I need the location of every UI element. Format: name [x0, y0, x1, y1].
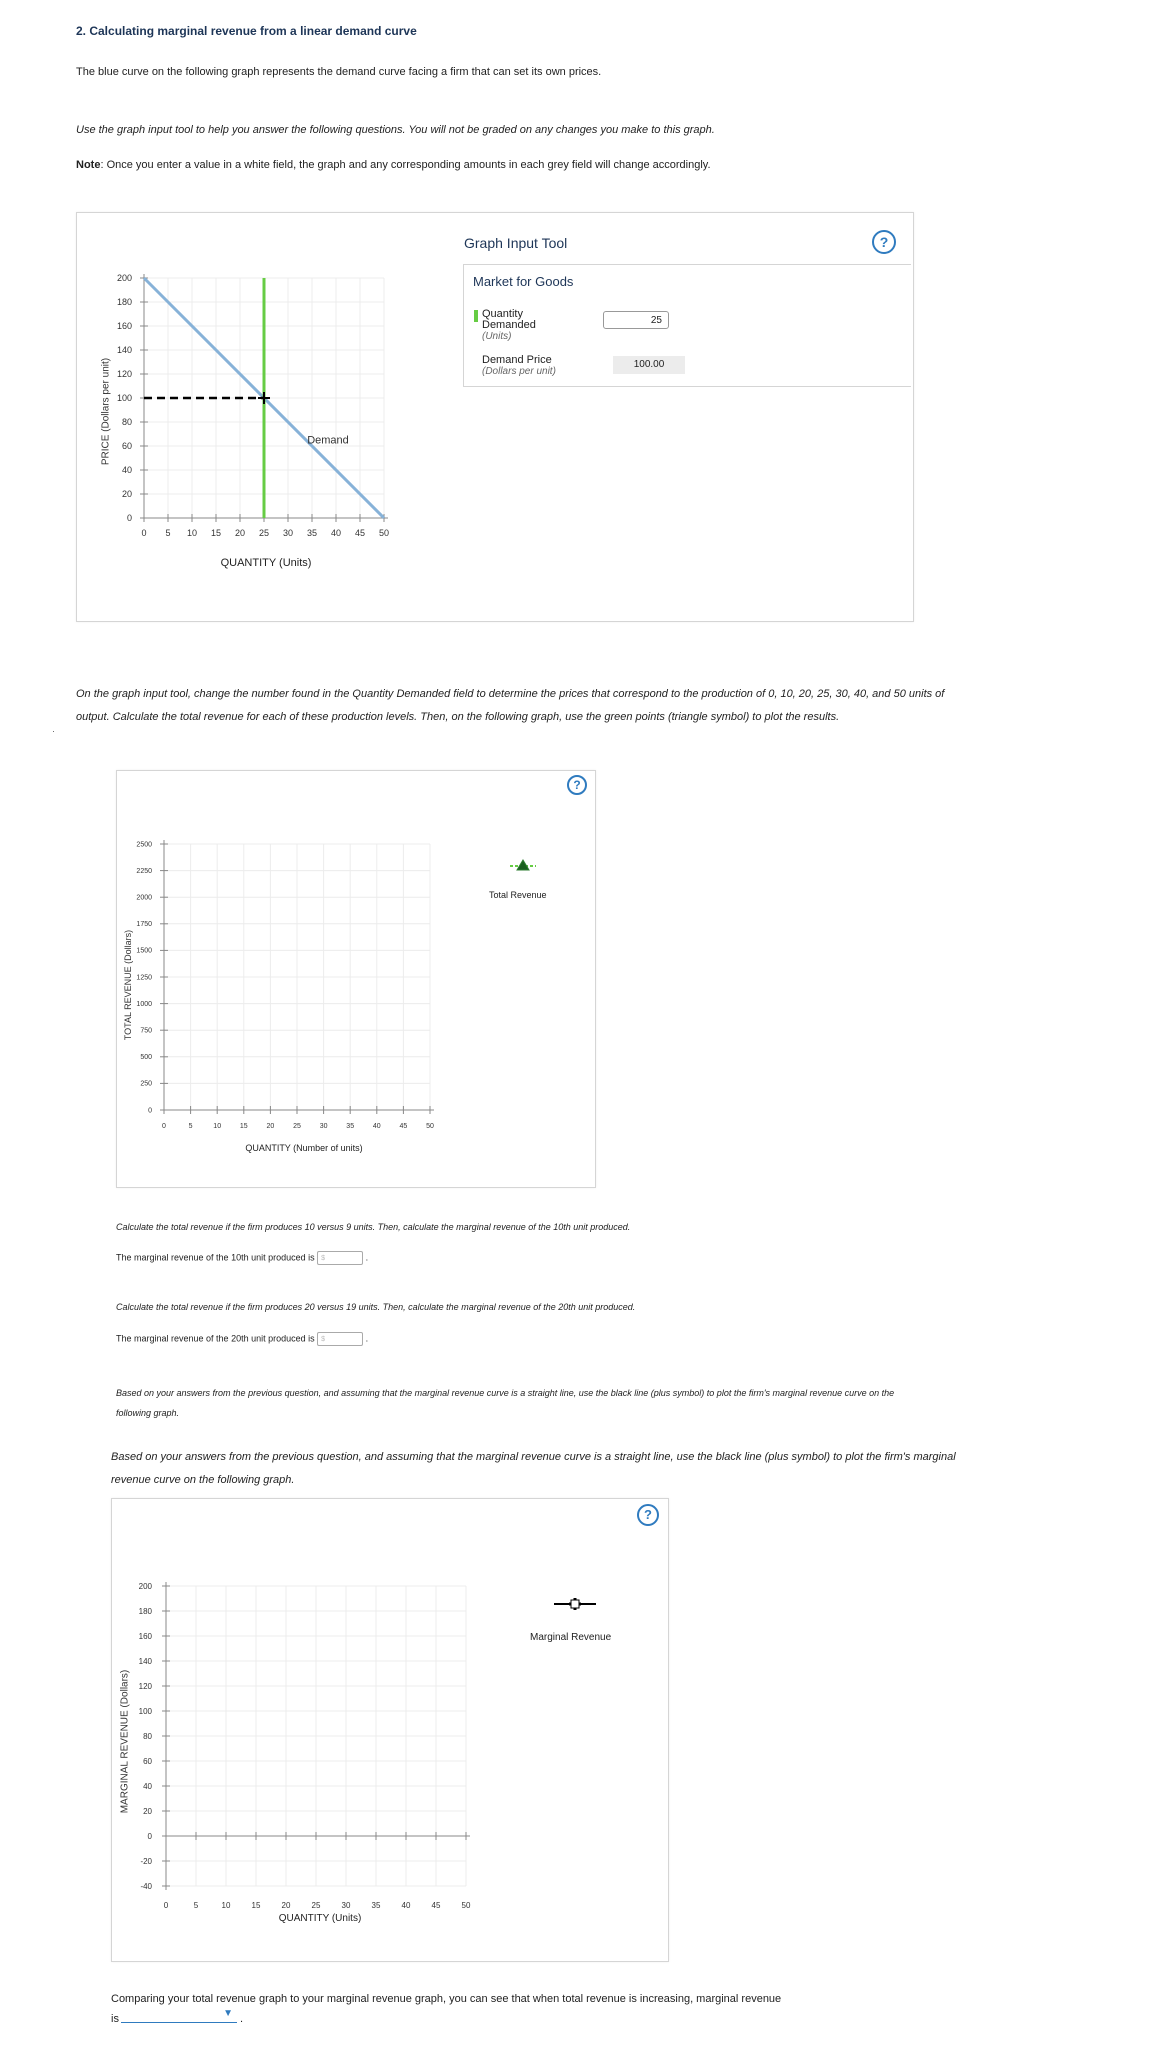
help-icon[interactable]: ?	[567, 775, 587, 795]
graph2-y-tick-label: 2500	[136, 841, 152, 849]
graph1-y-tick-label: 160	[116, 321, 132, 331]
graph2-y-tick-label: 0	[148, 1107, 152, 1115]
instruction-text: Use the graph input tool to help you answer the following questions. You will not be graded on any changes you make to this graph.	[76, 124, 715, 136]
graph2-x-tick-label: 40	[372, 1123, 381, 1130]
q4-text: Based on your answers from the previous question, and assuming that the marginal revenue curve is a straight line, use the black line (plus symbol) to plot the firm's marginal revenue curve on the following graph.	[111, 1451, 956, 1486]
graph3-x-tick-label: 25	[311, 1901, 321, 1910]
intro-text: The blue curve on the following graph represents the demand curve facing a firm that can set its own prices.	[76, 66, 602, 78]
graph-input-tool-title: Graph Input Tool	[464, 235, 568, 251]
graph3-x-tick-label: 45	[431, 1901, 441, 1910]
graph3-y-tick-label: 160	[138, 1632, 152, 1641]
graph2-y-axis-label: TOTAL REVENUE (Dollars)	[123, 929, 133, 1041]
marginal-revenue-dropdown[interactable]	[121, 2010, 237, 2023]
total-revenue-legend-tool[interactable]	[508, 858, 538, 874]
graph1-y-axis-label: PRICE (Dollars per unit)	[100, 357, 112, 466]
graph3-y-tick-label: 40	[143, 1782, 152, 1791]
graph1-y-tick-label: 20	[121, 489, 132, 499]
demand-graph[interactable]	[100, 270, 420, 590]
graph1-x-tick-label: 50	[378, 528, 390, 538]
market-title: Market for Goods	[473, 274, 574, 289]
graph1-y-tick-label: 0	[126, 513, 132, 523]
quantity-demanded-label	[482, 309, 536, 342]
help-icon[interactable]: ?	[637, 1504, 659, 1526]
compare-period: .	[240, 2013, 244, 2025]
graph1-x-tick-label: 10	[186, 528, 198, 538]
graph3-y-tick-label: 120	[138, 1682, 152, 1691]
graph1-x-tick-label: 0	[141, 528, 147, 538]
total-revenue-legend-label: Total Revenue	[489, 890, 547, 900]
graph2-x-tick-label: 15	[239, 1123, 248, 1130]
q4-small-text: Based on your answers from the previous question, and assuming that the marginal revenue curve is a straight line, use the black line (plus symbol) to plot the firm's marginal revenue curve on the following graph.	[116, 1388, 895, 1418]
graph3-y-tick-label: 80	[143, 1732, 152, 1741]
quantity-label-line2: Demanded	[482, 319, 536, 331]
graph2-y-tick-label: 2250	[136, 867, 152, 875]
graph3-x-tick-label: 35	[371, 1901, 381, 1910]
graph3-y-tick-label: -40	[140, 1882, 152, 1891]
tool-bottom-divider	[463, 386, 911, 387]
marginal-revenue-legend-label: Marginal Revenue	[530, 1632, 612, 1643]
graph1-x-tick-label: 25	[258, 528, 270, 538]
graph2-y-tick-label: 1500	[136, 947, 152, 955]
graph3-x-tick-label: 30	[341, 1901, 351, 1910]
marginal-revenue-graph[interactable]	[130, 1574, 490, 1914]
question1-text: On the graph input tool, change the number found in the Quantity Demanded field to determine the prices that correspond to the production of 0, 10, 20, 25, 30, 40, and 50 units of output. Calculate the total revenue for each of these production levels. Then, on the following graph, use the green points (triangle symbol) to plot the results.	[76, 688, 945, 723]
chevron-down-icon: ▼	[223, 2008, 233, 2019]
page-heading: 2. Calculating marginal revenue from a linear demand curve	[76, 24, 417, 38]
marginal-revenue-legend-tool[interactable]	[552, 1596, 598, 1612]
price-unit: (Dollars per unit)	[482, 366, 556, 377]
graph2-y-tick-label: 500	[140, 1054, 152, 1062]
q2-answer-prefix: The marginal revenue of the 10th unit produced is	[116, 1252, 315, 1263]
compare-is-label: is	[111, 2013, 119, 2025]
graph3-x-tick-label: 15	[251, 1901, 261, 1910]
graph2-y-tick-label: 2000	[136, 894, 152, 902]
quantity-label-line1: Quantity	[482, 308, 523, 320]
graph1-x-tick-label: 45	[354, 528, 366, 538]
graph2-x-tick-label: 35	[346, 1123, 355, 1130]
graph2-x-tick-label: 0	[162, 1123, 166, 1130]
graph3-y-tick-label: 0	[147, 1832, 152, 1841]
graph1-y-tick-label: 140	[116, 345, 132, 355]
graph3-y-axis-label: MARGINAL REVENUE (Dollars)	[119, 1669, 131, 1814]
graph1-x-tick-label: 30	[282, 528, 294, 538]
graph3-x-tick-label: 5	[193, 1901, 199, 1910]
graph3-x-tick-label: 20	[281, 1901, 291, 1910]
graph3-x-tick-label: 0	[163, 1901, 169, 1910]
graph1-x-axis-label: QUANTITY (Units)	[220, 557, 312, 569]
graph3-y-tick-label: 140	[138, 1657, 152, 1666]
graph2-x-tick-label: 5	[188, 1123, 193, 1130]
demand-curve-label: Demand	[307, 434, 349, 447]
q3-instruction: Calculate the total revenue if the firm produces 20 versus 19 units. Then, calculate the marginal revenue of the 20th unit produced.	[116, 1302, 636, 1312]
graph2-y-tick-label: 750	[140, 1027, 152, 1035]
price-label-line1: Demand Price	[482, 354, 552, 366]
tool-header-divider	[463, 264, 911, 265]
mr-10th-unit-input[interactable]: $	[317, 1251, 363, 1265]
graph1-y-tick-label: 180	[116, 297, 132, 307]
demand-price-field: 100.00	[613, 356, 685, 374]
q3-period: .	[365, 1333, 369, 1344]
graph3-y-tick-label: -20	[140, 1857, 152, 1866]
demand-price-label	[482, 355, 556, 377]
graph3-x-tick-label: 40	[401, 1901, 411, 1910]
note-body: : Once you enter a value in a white field, the graph and any corresponding amounts in each grey field will change accordingly.	[100, 159, 711, 171]
quantity-color-swatch	[474, 310, 478, 322]
graph1-x-tick-label: 20	[234, 528, 246, 538]
graph1-x-tick-label: 35	[306, 528, 318, 538]
graph1-x-tick-label: 40	[330, 528, 342, 538]
q2-instruction: Calculate the total revenue if the firm produces 10 versus 9 units. Then, calculate the marginal revenue of the 10th unit produced.	[116, 1222, 631, 1232]
graph3-y-tick-label: 180	[138, 1607, 152, 1616]
graph2-x-axis-label: QUANTITY (Number of units)	[245, 1143, 363, 1153]
graph2-y-tick-label: 1000	[136, 1000, 152, 1008]
graph1-y-tick-label: 100	[116, 393, 132, 403]
note-text	[76, 159, 711, 171]
plus-icon-center	[571, 1600, 579, 1608]
q2-answer-line	[116, 1251, 368, 1265]
graph1-y-tick-label: 120	[116, 369, 132, 379]
help-icon[interactable]: ?	[872, 230, 896, 254]
mr-20th-unit-input[interactable]: $	[317, 1332, 363, 1346]
total-revenue-graph[interactable]	[130, 840, 460, 1140]
graph2-x-tick-label: 50	[426, 1123, 434, 1130]
graph2-x-tick-label: 30	[319, 1123, 328, 1130]
graph3-x-tick-label: 50	[461, 1901, 471, 1910]
tool-left-divider	[463, 264, 464, 386]
graph3-y-tick-label: 200	[138, 1582, 152, 1591]
bullet-dot: ·	[52, 726, 55, 736]
graph2-x-tick-label: 20	[266, 1123, 275, 1130]
graph2-y-tick-label: 1250	[136, 974, 152, 982]
graph2-x-tick-label: 45	[399, 1123, 408, 1130]
q3-answer-line	[116, 1332, 368, 1346]
graph1-y-tick-label: 200	[116, 273, 132, 283]
graph3-y-tick-label: 60	[143, 1757, 152, 1766]
graph2-x-tick-label: 25	[293, 1123, 301, 1130]
compare-text: Comparing your total revenue graph to your marginal revenue graph, you can see that when total revenue is increasing, marginal revenue	[111, 1993, 782, 2005]
quantity-demanded-input[interactable]: 25	[603, 311, 669, 329]
graph1-y-tick-label: 80	[121, 417, 132, 427]
graph1-x-tick-label: 5	[165, 528, 171, 538]
graph3-y-tick-label: 100	[138, 1707, 152, 1716]
graph1-y-tick-label: 60	[121, 441, 132, 451]
graph3-x-axis-label: QUANTITY (Units)	[278, 1913, 362, 1924]
note-label: Note	[76, 159, 101, 171]
graph2-y-tick-label: 1750	[136, 921, 152, 929]
graph3-y-tick-label: 20	[143, 1807, 152, 1816]
graph2-x-tick-label: 10	[213, 1123, 222, 1130]
q2-period: .	[365, 1252, 369, 1263]
graph1-x-tick-label: 15	[210, 528, 222, 538]
graph2-y-tick-label: 250	[140, 1080, 152, 1088]
quantity-unit: (Units)	[482, 331, 512, 342]
graph1-y-tick-label: 40	[121, 465, 132, 475]
graph3-x-tick-label: 10	[221, 1901, 231, 1910]
q3-answer-prefix: The marginal revenue of the 20th unit produced is	[116, 1333, 315, 1344]
